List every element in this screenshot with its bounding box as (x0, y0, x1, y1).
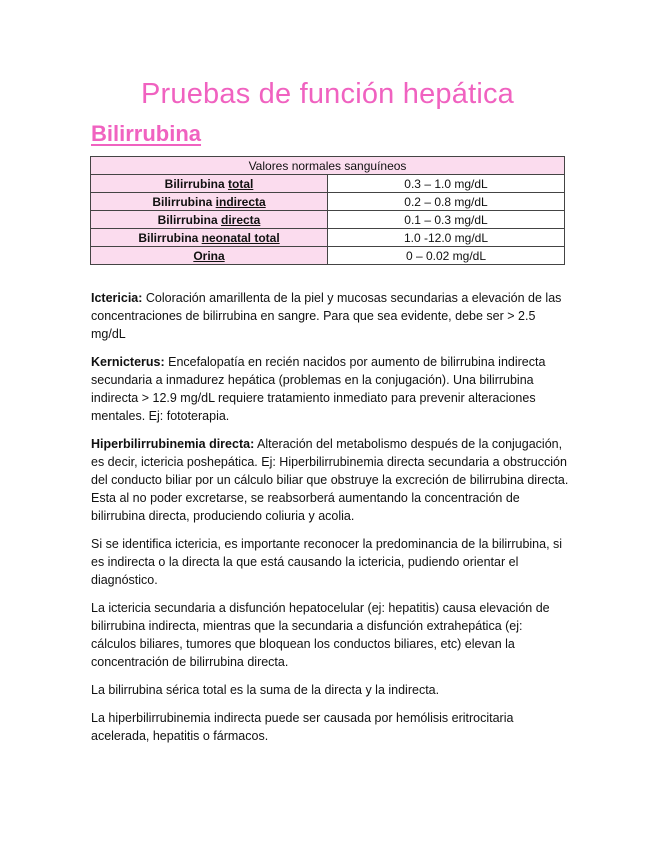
table-row (91, 229, 565, 247)
table-header-row (91, 157, 565, 175)
paragraph-kernicterus: Kernicterus: Encefalopatía en recién nacidos por aumento de bilirrubina indirecta secundaria a inmadurez hepática (problemas en la conjugación). Una bilirrubina indirecta > 12.9 mg/dL requiere tratamiento inmediato para prevenir alteraciones mentales. Ej: fototerapia. (91, 355, 546, 423)
term: Ictericia: (91, 291, 143, 305)
paragraph: Si se identifica ictericia, es importante reconocer la predominancia de la bilirrubina, si es indirecta o la directa la que está causando la ictericia, pudiendo orientar el diagnóstico. (91, 537, 563, 587)
row-value: 0.3 – 1.0 mg/dL (328, 175, 565, 193)
table-row (91, 211, 565, 229)
normal-values-table (90, 156, 565, 265)
body-text (91, 289, 571, 755)
row-value: 0.2 – 0.8 mg/dL (328, 193, 565, 211)
section-heading: Bilirrubina (91, 121, 202, 146)
row-label: Bilirrubina total (91, 175, 328, 193)
table-row (91, 247, 565, 265)
table-row (91, 175, 565, 193)
row-label: Bilirrubina indirecta (91, 193, 328, 211)
term: Hiperbilirrubinemia directa: (91, 437, 255, 451)
row-label: Bilirrubina neonatal total (91, 229, 328, 247)
table-row (91, 193, 565, 211)
row-label: Orina (91, 247, 328, 265)
row-value: 0 – 0.02 mg/dL (328, 247, 565, 265)
paragraph: La bilirrubina sérica total es la suma de la directa y la indirecta. (91, 683, 440, 697)
row-label: Bilirrubina directa (91, 211, 328, 229)
term: Kernicterus: (91, 355, 165, 369)
paragraph-hiperbilirrubinemia: Hiperbilirrubinemia directa: Alteración del metabolismo después de la conjugación, es decir, ictericia poshepática. Ej: Hiperbilirrubinemia directa secundaria a obstrucción del conducto biliar por un cálculo biliar que obstruye la excreción de bilirrubina directa. Esta al no poder excretarse, se reabsorberá aumentando la concentración de bilirrubina directa, produciendo coliuria y acolia. (91, 437, 569, 523)
paragraph: La hiperbilirrubinemia indirecta puede ser causada por hemólisis eritrocitaria acelerada, hepatitis o fármacos. (91, 711, 514, 743)
paragraph-ictericia: Ictericia: Coloración amarillenta de la piel y mucosas secundarias a elevación de las concentraciones de bilirrubina en sangre. Para que sea evidente, debe ser > 2.5 mg/dL (91, 291, 562, 341)
row-value: 0.1 – 0.3 mg/dL (328, 211, 565, 229)
row-value: 1.0 -12.0 mg/dL (328, 229, 565, 247)
table-header: Valores normales sanguíneos (91, 157, 565, 175)
page-title: Pruebas de función hepática (141, 78, 514, 110)
paragraph: La ictericia secundaria a disfunción hepatocelular (ej: hepatitis) causa elevación de bilirrubina indirecta, mientras que la secundaria a disfunción extrahepática (ej: cálculos biliares, tumores que bloquean los conductos biliares, etc) elevan la concentración de bilirrubina directa. (91, 601, 550, 669)
